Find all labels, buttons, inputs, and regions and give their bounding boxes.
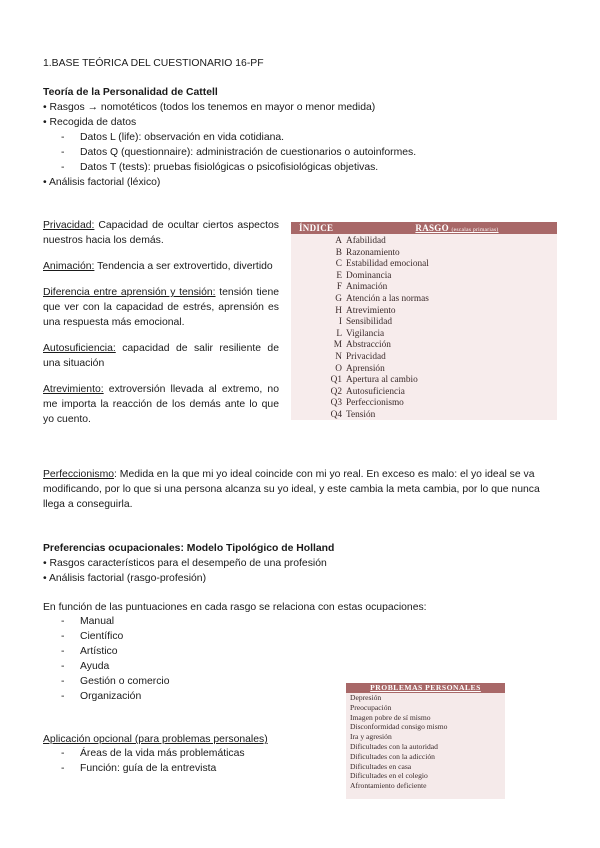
- holland-heading: Preferencias ocupacionales: Modelo Tipológico de Holland: [43, 543, 335, 554]
- list-item: - Ayuda: [43, 659, 343, 674]
- list-item: - Función: guía de la entrevista: [43, 761, 303, 776]
- table-row: Dificultades con la adicción: [350, 751, 435, 761]
- def-text: : Medida en la que mi yo ideal coincide con mi yo real. En exceso es malo: el yo ideal se va modificando, por lo que si una persona alcanza su yo ideal, y este cambia la meta cambia, por lo que nunca llega a conseguirla.: [43, 469, 540, 510]
- trait-name: Perfeccionismo: [346, 398, 404, 409]
- def-perfeccionismo: [43, 467, 563, 512]
- def-privacidad: [43, 218, 279, 248]
- list-item: - Manual: [43, 614, 343, 629]
- trait-name: Vigilancia: [346, 328, 385, 339]
- table-row: [291, 410, 557, 422]
- trait-table-body: [291, 234, 557, 422]
- col-index-header: ÍNDICE: [299, 223, 334, 233]
- section-title: 1.BASE TEÓRICA DEL CUESTIONARIO 16-PF: [43, 58, 264, 69]
- list-item: - Gestión o comercio: [43, 674, 343, 689]
- def-term: Perfeccionismo: [43, 469, 115, 480]
- list-item: - Científico: [43, 629, 343, 644]
- list-item: - Artístico: [43, 644, 343, 659]
- cattell-bullet-recogida: • Recogida de datos: [43, 117, 137, 128]
- trait-index: B: [335, 247, 342, 258]
- trait-table: [291, 222, 557, 420]
- problems-table-header: PROBLEMAS PERSONALES: [346, 683, 505, 693]
- table-row: Imagen pobre de sí mismo: [350, 712, 431, 722]
- trait-name: Apertura al cambio: [346, 375, 418, 386]
- trait-name: Afabilidad: [346, 236, 386, 246]
- cattell-heading: Teoría de la Personalidad de Cattell: [43, 87, 218, 98]
- table-row: [291, 236, 557, 248]
- trait-index: Q4: [330, 409, 342, 420]
- trait-name: Estabilidad emocional: [346, 259, 429, 270]
- col-trait-label: RASGO: [415, 223, 449, 233]
- trait-index: E: [336, 270, 342, 281]
- trait-index: H: [335, 305, 342, 316]
- def-term: Autosuficiencia:: [43, 343, 116, 354]
- table-row: Dificultades con la autoridad: [350, 741, 438, 751]
- table-row: [291, 364, 557, 376]
- table-row: Preocupación: [350, 702, 392, 712]
- trait-name: Privacidad: [346, 351, 386, 362]
- table-row: [291, 282, 557, 294]
- list-item: - Datos Q (questionnaire): administración de cuestionarios o autoinformes.: [43, 145, 563, 160]
- trait-index: I: [338, 317, 342, 328]
- table-row: [291, 317, 557, 329]
- trait-index: F: [336, 282, 342, 293]
- def-term: Diferencia entre aprensión y tensión:: [43, 287, 216, 298]
- table-row: [291, 248, 557, 260]
- def-text: extroversión llevada al extremo, no me importa la reacción de los demás ante lo que yo cuento.: [43, 384, 279, 425]
- table-row: [291, 340, 557, 352]
- table-row: [291, 306, 557, 318]
- def-term: Atrevimiento:: [43, 384, 104, 395]
- table-row: Afrontamiento deficiente: [350, 781, 427, 791]
- list-item: - Datos T (tests): pruebas fisiológicas o psicofisiológicas objetivas.: [43, 160, 563, 175]
- col-trait-note: (escalas primarias): [451, 227, 499, 233]
- trait-name: Tensión: [346, 409, 376, 420]
- trait-name: Autosuficiencia: [346, 386, 405, 397]
- def-term: Privacidad:: [43, 220, 95, 231]
- trait-name: Atención a las normas: [346, 293, 429, 304]
- trait-name: Animación: [346, 282, 388, 293]
- cattell-bullet-rasgos: • Rasgos → nomotéticos (todos los tenemos en mayor o menor medida): [43, 102, 376, 113]
- table-row: [291, 387, 557, 399]
- list-item: - Áreas de la vida más problemáticas: [43, 746, 303, 761]
- table-row: Ira y agresión: [350, 732, 392, 742]
- trait-index: A: [335, 236, 342, 246]
- def-text: Capacidad de ocultar ciertos aspectos nuestros hacia los demás.: [43, 220, 279, 246]
- trait-name: Abstracción: [346, 340, 391, 351]
- def-atrevimiento: [43, 382, 279, 427]
- trait-name: Aprensión: [346, 363, 385, 374]
- trait-name: Atrevimiento: [346, 305, 396, 316]
- table-row: [291, 271, 557, 283]
- list-item: - Datos L (life): observación en vida cotidiana.: [43, 130, 563, 145]
- def-term: Animación:: [43, 261, 95, 272]
- trait-index: C: [335, 259, 342, 270]
- problems-table: [346, 683, 505, 799]
- def-autosuficiencia: [43, 341, 279, 371]
- col-trait-header: [357, 222, 557, 234]
- def-diferencia: [43, 285, 279, 330]
- trait-index: Q2: [330, 386, 342, 397]
- trait-index: G: [335, 293, 342, 304]
- trait-index: L: [336, 328, 342, 339]
- trait-index: Q3: [330, 398, 342, 409]
- table-row: [291, 375, 557, 387]
- occupations-list: [43, 614, 343, 704]
- def-animacion: [43, 259, 279, 274]
- trait-index: M: [333, 340, 342, 351]
- table-row: [291, 352, 557, 364]
- table-row: Dificultades en el colegio: [350, 771, 428, 781]
- data-types-list: [43, 130, 563, 175]
- list-item: - Organización: [43, 689, 343, 704]
- table-row: [291, 294, 557, 306]
- trait-index: N: [335, 351, 342, 362]
- table-row: [291, 329, 557, 341]
- table-row: [291, 259, 557, 271]
- definitions-column: [43, 218, 279, 438]
- table-row: Dificultades en casa: [350, 761, 412, 771]
- aplicacion-heading: Aplicación opcional (para problemas personales): [43, 734, 268, 745]
- def-text: tensión tiene que ver con la capacidad de estrés, aprensión es una respuesta más emocional.: [43, 287, 280, 328]
- trait-index: O: [335, 363, 342, 374]
- problems-table-body: [346, 693, 505, 791]
- cattell-bullet-analisis: • Análisis factorial (léxico): [43, 177, 161, 188]
- trait-index: Q1: [330, 375, 342, 386]
- holland-bullet-rasgos: • Rasgos característicos para el desempeño de una profesión: [43, 558, 327, 569]
- trait-name: Dominancia: [346, 270, 392, 281]
- def-text: Tendencia a ser extrovertido, divertido: [94, 261, 273, 272]
- holland-intro: En función de las puntuaciones en cada rasgo se relaciona con estas ocupaciones:: [43, 602, 427, 613]
- trait-table-header: [291, 222, 557, 234]
- aplicacion-list: [43, 746, 303, 776]
- trait-name: Sensibilidad: [346, 317, 392, 328]
- trait-name: Razonamiento: [346, 247, 400, 258]
- holland-bullet-analisis: • Análisis factorial (rasgo-profesión): [43, 573, 207, 584]
- table-row: Disconformidad consigo mismo: [350, 722, 448, 732]
- table-row: [291, 398, 557, 410]
- table-row: Depresión: [350, 693, 382, 702]
- def-text: capacidad de salir resiliente de una situación: [43, 343, 279, 369]
